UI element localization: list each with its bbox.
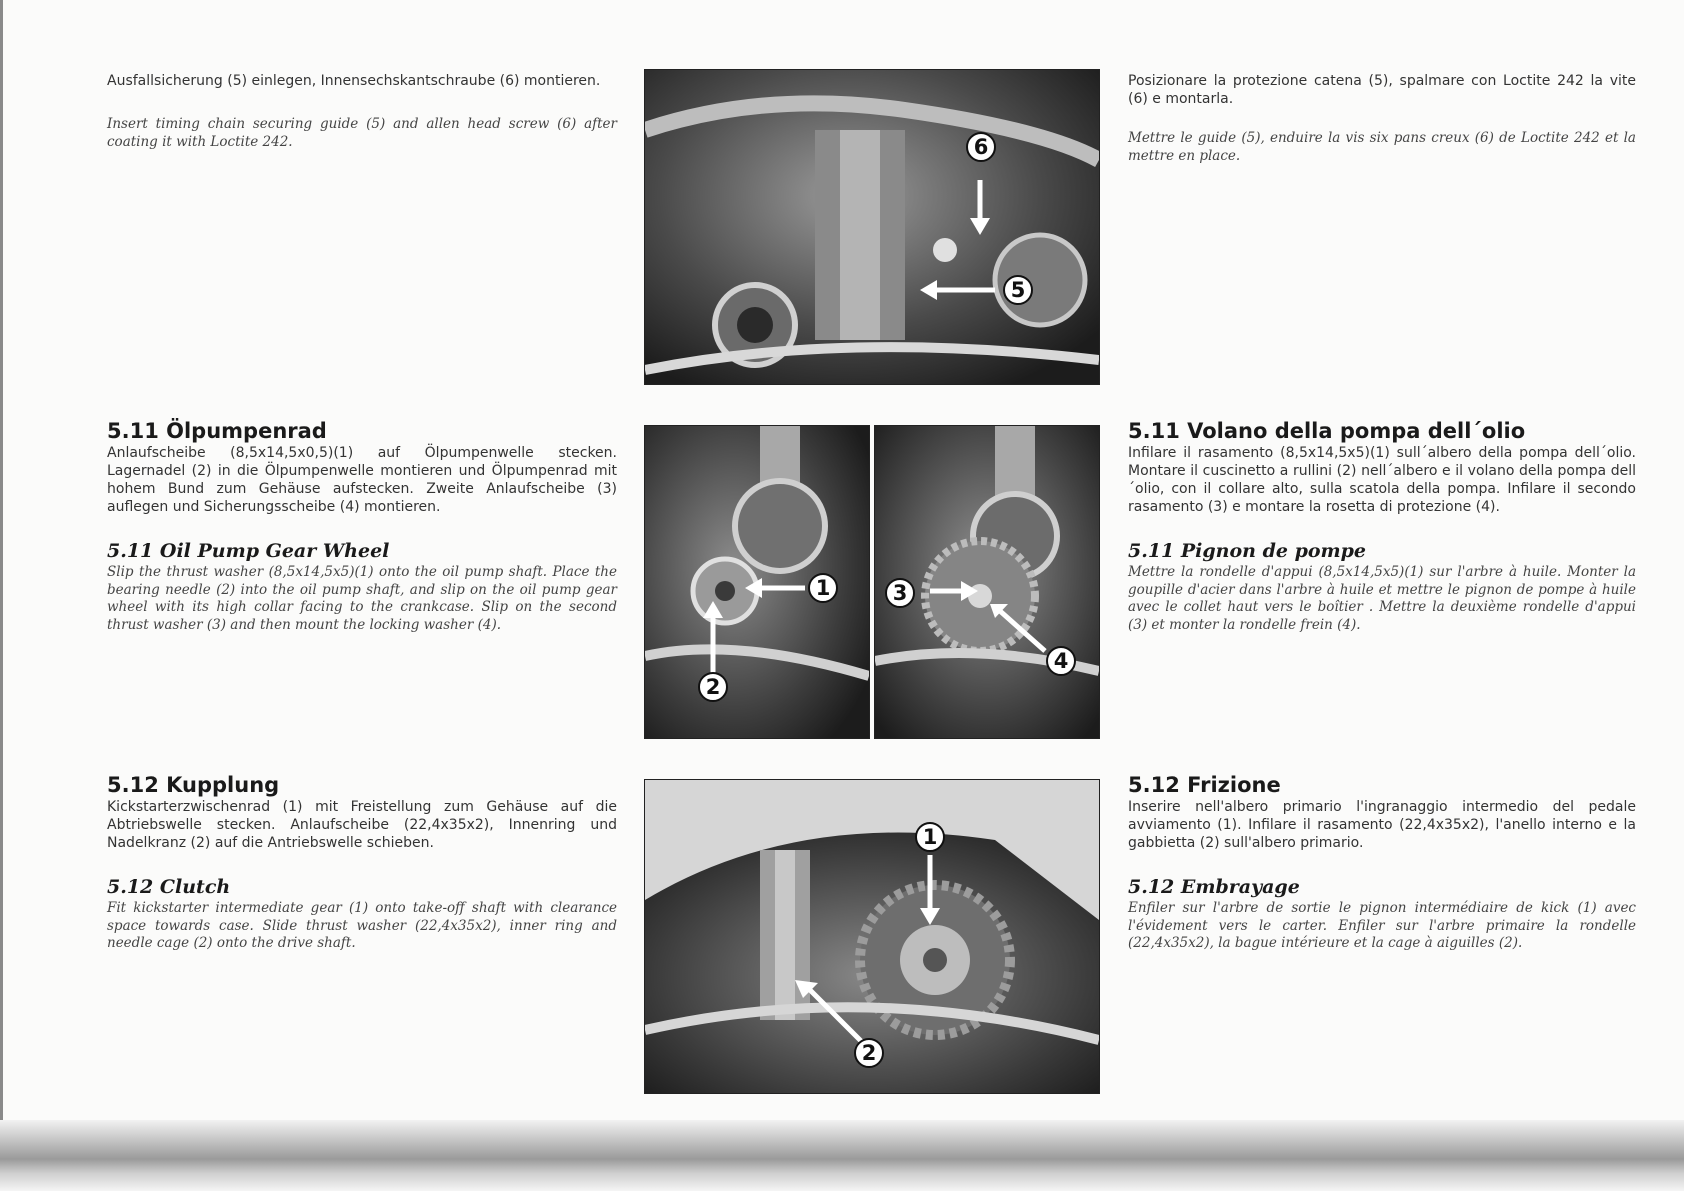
- callout-marker-1: 1: [915, 822, 945, 852]
- clutch-de-text: Kickstarterzwischenrad (1) mit Freistellung zum Gehäuse auf die Abtriebswelle stecken. Anlaufscheibe (22,4x35x2), Innenring und Nadelkranz (2) auf die Antriebswelle schieben.: [107, 799, 617, 851]
- callout-marker-5: 5: [1003, 275, 1033, 305]
- page-fold-shadow: [0, 1120, 1684, 1191]
- clutch-fr-title: 5.12 Embrayage: [1128, 876, 1300, 898]
- callout-marker-1: 1: [808, 573, 838, 603]
- photo-oil-pump-left: [644, 425, 870, 739]
- top-fr-text: Mettre le guide (5), enduire la vis six pans creux (6) de Loctite 242 et la mettre en place.: [1128, 130, 1636, 164]
- photo-clutch: [644, 779, 1100, 1094]
- photo-timing-chain-guide: [644, 69, 1100, 385]
- oil-pump-en-title: 5.11 Oil Pump Gear Wheel: [107, 540, 390, 562]
- clutch-en-title: 5.12 Clutch: [107, 876, 231, 898]
- callout-marker-6: 6: [966, 132, 996, 162]
- oil-pump-fr-text: Mettre la rondelle d'appui (8,5x14,5x5)(1) sur l'arbre à huile. Monter la goupille d'acier dans l'arbre à huile et mettre le pignon de pompe à huile avec le collet haut vers le boîtier . Mettre la deuxième rondelle d'appui (3) et monter la rondelle frein (4).: [1128, 564, 1636, 633]
- callout-marker-3: 3: [885, 578, 915, 608]
- oil-pump-right-column: [1128, 419, 1636, 634]
- oil-pump-de-text: Anlaufscheibe (8,5x14,5x0,5)(1) auf Ölpumpenwelle stecken. Lagernadel (2) in die Ölpumpenwelle montieren und Ölpumpenrad mit hohem Bund zum Gehäuse aufstecken. Zweite Anlaufscheibe (3) auflegen und Sicherungsscheibe (4) montieren.: [107, 445, 617, 515]
- oil-pump-fr-title: 5.11 Pignon de pompe: [1128, 540, 1367, 562]
- top-right-column: [1128, 72, 1636, 165]
- top-en-text: Insert timing chain securing guide (5) and allen head screw (6) after coating it with Loctite 242.: [107, 116, 617, 150]
- oil-pump-de-title: 5.11 Ölpumpenrad: [107, 419, 327, 443]
- clutch-de-title: 5.12 Kupplung: [107, 773, 280, 797]
- clutch-right-column: [1128, 773, 1636, 953]
- photo-oil-pump-right: [874, 425, 1100, 739]
- clutch-left-column: [107, 773, 617, 953]
- clutch-en-text: Fit kickstarter intermediate gear (1) onto take-off shaft with clearance space towards case. Slide thrust washer (22,4x35x2), inner ring and needle cage (2) onto the drive shaft.: [107, 900, 617, 951]
- clutch-it-title: 5.12 Frizione: [1128, 773, 1281, 797]
- top-left-column: [107, 72, 617, 151]
- callout-marker-4: 4: [1046, 646, 1076, 676]
- clutch-fr-text: Enfiler sur l'arbre de sortie le pignon intermédiaire de kick (1) avec l'évidement vers le carter. Enfiler sur l'arbre primaire la rondelle (22,4x35x2), la bague intérieure et la cage à aiguilles (2).: [1128, 900, 1636, 951]
- clutch-it-text: Inserire nell'albero primario l'ingranaggio intermedio del pedale avviamento (1). Infilare il rasamento (22,4x35x2), l'anello interno e la gabbietta (2) sull'albero primario.: [1128, 799, 1636, 851]
- timing-chain-photo-illustration: [645, 70, 1099, 384]
- top-de-text: Ausfallsicherung (5) einlegen, Innensechskantschraube (6) montieren.: [107, 73, 601, 89]
- top-it-text: Posizionare la protezione catena (5), spalmare con Loctite 242 la vite (6) e montarla.: [1128, 73, 1636, 107]
- page-edge: [0, 0, 3, 1150]
- oil-pump-it-title: 5.11 Volano della pompa dell´olio: [1128, 419, 1526, 443]
- oil-pump-it-text: Infilare il rasamento (8,5x14,5x5)(1) sull´albero della pompa dell´olio. Montare il cuscinetto a rullini (2) nell´albero e il volano della pompa dell´olio, con il collare alto, sulla scatola della pompa. Infilare il secondo rasamento (3) e montare la rosetta di protezione (4).: [1128, 445, 1636, 515]
- oil-pump-en-text: Slip the thrust washer (8,5x14,5x5)(1) onto the oil pump shaft. Place the bearing needle (2) into the oil pump shaft, and slip on the oil pump gear wheel with its high collar facing to the crankcase. Slip on the second thrust washer (3) and then mount the locking washer (4).: [107, 564, 617, 633]
- callout-marker-2: 2: [854, 1038, 884, 1068]
- callout-marker-2: 2: [698, 672, 728, 702]
- oil-pump-left-column: [107, 419, 617, 634]
